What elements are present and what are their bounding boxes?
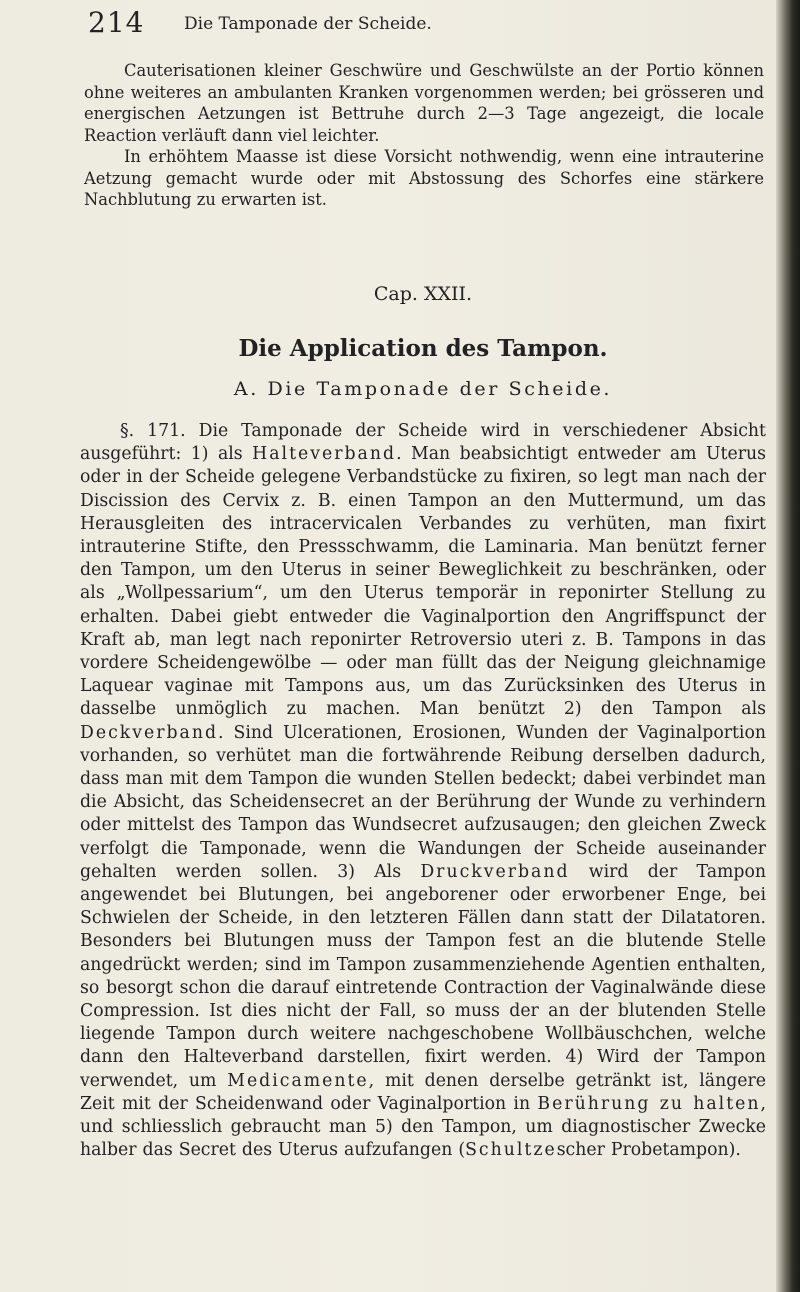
text-run: scher Probetampon).: [556, 1140, 741, 1161]
text-run: , mit denen derselbe getränkt ist, längere Zeit mit der Scheidenwand oder Vaginalportion in: [80, 1070, 766, 1114]
intro-paragraph-1: Cauterisationen kleiner Geschwüre und Geschwülste an der Portio können ohne weiteres an ambulanten Kranken vorgenommen werden; bei grösseren und energischen Aetzungen ist Bettruhe durch 2—3 Tage angezeigt, die locale Reaction verläuft dann viel leichter.: [84, 61, 764, 145]
text-run: , und schliesslich gebraucht man 5) den Tampon, um diagnostischer Zwecke halber das Secret des Uterus aufzufangen (: [80, 1093, 767, 1161]
running-head: Die Tamponade der Scheide.: [184, 14, 432, 34]
chapter-label: Cap. XXII.: [373, 283, 473, 305]
emphasis-beruehrung: Berührung zu halten: [537, 1093, 761, 1114]
text-run: §. 171. Die Tamponade der Scheide wird in verschiedener Absicht ausgeführt: 1) als: [80, 421, 766, 465]
page-header: [88, 6, 768, 40]
chapter-title: Die Application des Tampon.: [238, 335, 608, 362]
intro-text: [84, 60, 764, 211]
emphasis-schultze: Schultze: [465, 1140, 557, 1161]
main-text: [80, 420, 766, 1163]
emphasis-deckverband: Deckverband: [80, 722, 219, 743]
emphasis-medicamente: Medicamente: [227, 1070, 369, 1091]
text-run: wird der Tampon angewendet bei Blutungen, bei angeborener oder erworbener Enge, bei Schwielen der Scheide, in den letzteren Fällen dann statt der Dilatatoren. Besonders bei Blutungen muss der Tampon fest an die blutende Stelle angedrückt werden; sind im Tampon zusammenziehende Agentien enthalten, so besorgt schon die darauf eintretende Contraction der Vaginalwände diese Compression. Ist dies nicht der Fall, so muss der an der blutenden Stelle liegende Tampon durch weitere nachgeschobene Wollbäuschchen, welche dann den Halteverband darstellen, fixirt werden. 4) Wird der Tampon verwendet, um: [80, 861, 766, 1091]
emphasis-druckverband: Druckverband: [420, 861, 570, 882]
section-heading: A. Die Tamponade der Scheide.: [233, 378, 613, 400]
main-paragraph: [80, 420, 766, 1163]
text-run: . Man beabsichtigt entweder am Uterus oder in der Scheide gelegene Verbandstücke zu fixiren, so legt man nach der Discission des Cervix z. B. einen Tampon an den Muttermund, um das Herausgleiten des intracervicalen Verbandes zu verhüten, man fixirt intrauterine Stifte, den Pressschwamm, die Laminaria. Man benützt ferner den Tampon, um den Uterus in seiner Beweglichkeit zu beschränken, oder als „Wollpessarium“, um den Uterus temporär in reponirter Stellung zu erhalten. Dabei giebt entweder die Vaginalportion den Angriffspunct der Kraft ab, man legt nach reponirter Retroversio uteri z. B. Tampons in das vordere Scheidengewölbe — oder man füllt das der Neigung gleichnamige Laquear vaginae mit Tampons aus, um das Zurücksinken des Uterus in dasselbe unmöglich zu machen. Man benützt 2) den Tampon als: [80, 444, 766, 720]
page-number: 214: [88, 6, 145, 39]
book-spine-edge: [776, 0, 800, 1292]
text-run: . Sind Ulcerationen, Erosionen, Wunden der Vaginalportion vorhanden, so verhütet man die fortwährende Reibung derselben dadurch, dass man mit dem Tampon die wunden Stellen bedeckt; dabei verbindet man die Absicht, das Scheidensecret an der Berührung der Wunde zu verhindern oder mittelst des Tampon das Wundsecret aufzusaugen; den gleichen Zweck verfolgt die Tamponade, wenn die Wandungen der Scheide auseinander gehalten werden sollen. 3) Als: [80, 722, 766, 882]
intro-paragraph-2: In erhöhtem Maasse ist diese Vorsicht nothwendig, wenn eine intrauterine Aetzung gemacht wurde oder mit Abstossung des Schorfes eine stärkere Nachblutung zu erwarten ist.: [84, 147, 764, 209]
emphasis-halteverband: Halteverband: [252, 444, 397, 465]
